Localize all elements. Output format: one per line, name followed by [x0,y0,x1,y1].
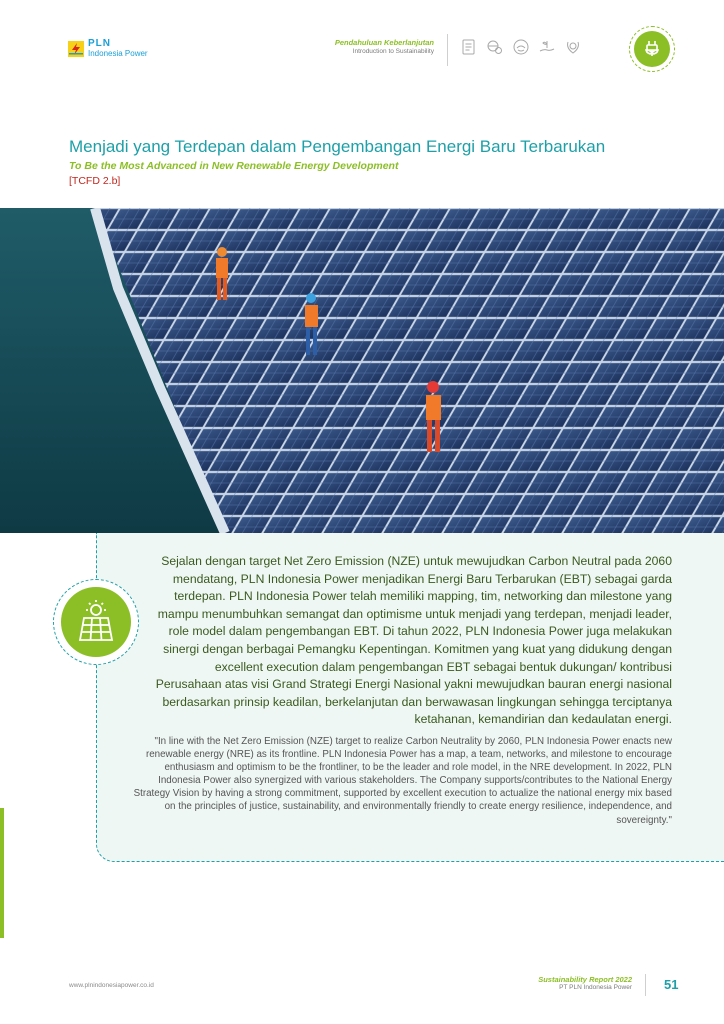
side-accent-bar [0,808,4,938]
hero-photo-floating-solar [0,208,724,533]
body-paragraph-en: "In line with the Net Zero Emission (NZE) target to realize Carbon Neutrality by 2060, PLN Indonesia Power enacts new renewable energy (NRE) as its frontline. PLN Indonesia Power has a map, a team, networks, and milestone to encourage enthusiasm and optimism to be the frontliner, to be the leader and role model, in the NRE development. In 2022, PLN Indonesia Power also synergized with various stakeholders. The Company supports/contributes to the National Energy Strategy Vision by having a strong commitment, supported by excellent execution to actualize the national energy mix based on the principles of justice, sustainability, and environmentally friendly to create energy resilience, independence, and sovereignty." [133,736,672,826]
panel-icon-badge [53,579,139,665]
active-section-indicator[interactable] [629,26,675,72]
company-logo [68,39,148,58]
section-title-en: Introduction to Sustainability [352,47,434,55]
page-title: Menjadi yang Terdepan dalam Pengembangan Energi Baru Terbarukan [69,137,606,156]
footer-company: PT PLN Indonesia Power [559,984,632,992]
logo-secondary-text: Indonesia Power [88,49,148,58]
plug-leaf-icon [640,37,664,61]
hand-plant-icon[interactable] [538,38,556,56]
solar-panel-icon [72,598,120,646]
logo-primary-text: PLN [88,38,111,49]
report-icon[interactable] [460,38,478,56]
handshake-icon[interactable] [512,38,530,56]
solar-farm-illustration [0,208,724,533]
footer-divider [645,974,646,996]
page-subtitle: To Be the Most Advanced in New Renewable Energy Development [69,160,399,172]
section-title [335,39,434,55]
globe-gears-icon[interactable] [486,38,504,56]
section-nav [460,38,582,56]
footer-url[interactable]: www.plnindonesiapower.co.id [69,982,154,989]
header-divider [447,34,448,66]
page-number: 51 [664,977,679,992]
tcfd-tag: [TCFD 2.b] [69,175,121,187]
lightning-logo-icon [68,41,84,57]
laurel-icon[interactable] [564,38,582,56]
section-title-id: Pendahuluan Keberlanjutan [334,38,434,47]
footer-report [538,975,632,993]
body-paragraph-id: Sejalan dengan target Net Zero Emission (NZE) untuk mewujudkan Carbon Neutral pada 2060 mendatang, PLN Indonesia Power menjadikan Energi Baru Terbarukan (EBT) sebagai garda terdepan. PLN Indonesia Power telah memiliki mapping, tim, networking dan milestone yang mampu menumbuhkan semangat dan optimisme untuk menjadi yang terdepan, menjadi leader, role model dalam pengembangan EBT. Di tahun 2022, PLN Indonesia Power juga melakukan sinergi dengan berbagai Pemangku Kepentingan. Komitmen yang kuat yang didukung dengan excellent execution dalam pengembangan EBT sebagai bentuk dukungan/ kontribusi Perusahaan atas visi Grand Strategi Energi Nasional yakni mewujudkan bauran energi nasional berdasarkan prinsip keadilan, berkelanjutan dan berwawasan lingkungan sehingga terciptanya ketahanan, kemandirian dan kedaulatan energi. [155,554,672,727]
footer-report-title: Sustainability Report 2022 [538,975,632,984]
